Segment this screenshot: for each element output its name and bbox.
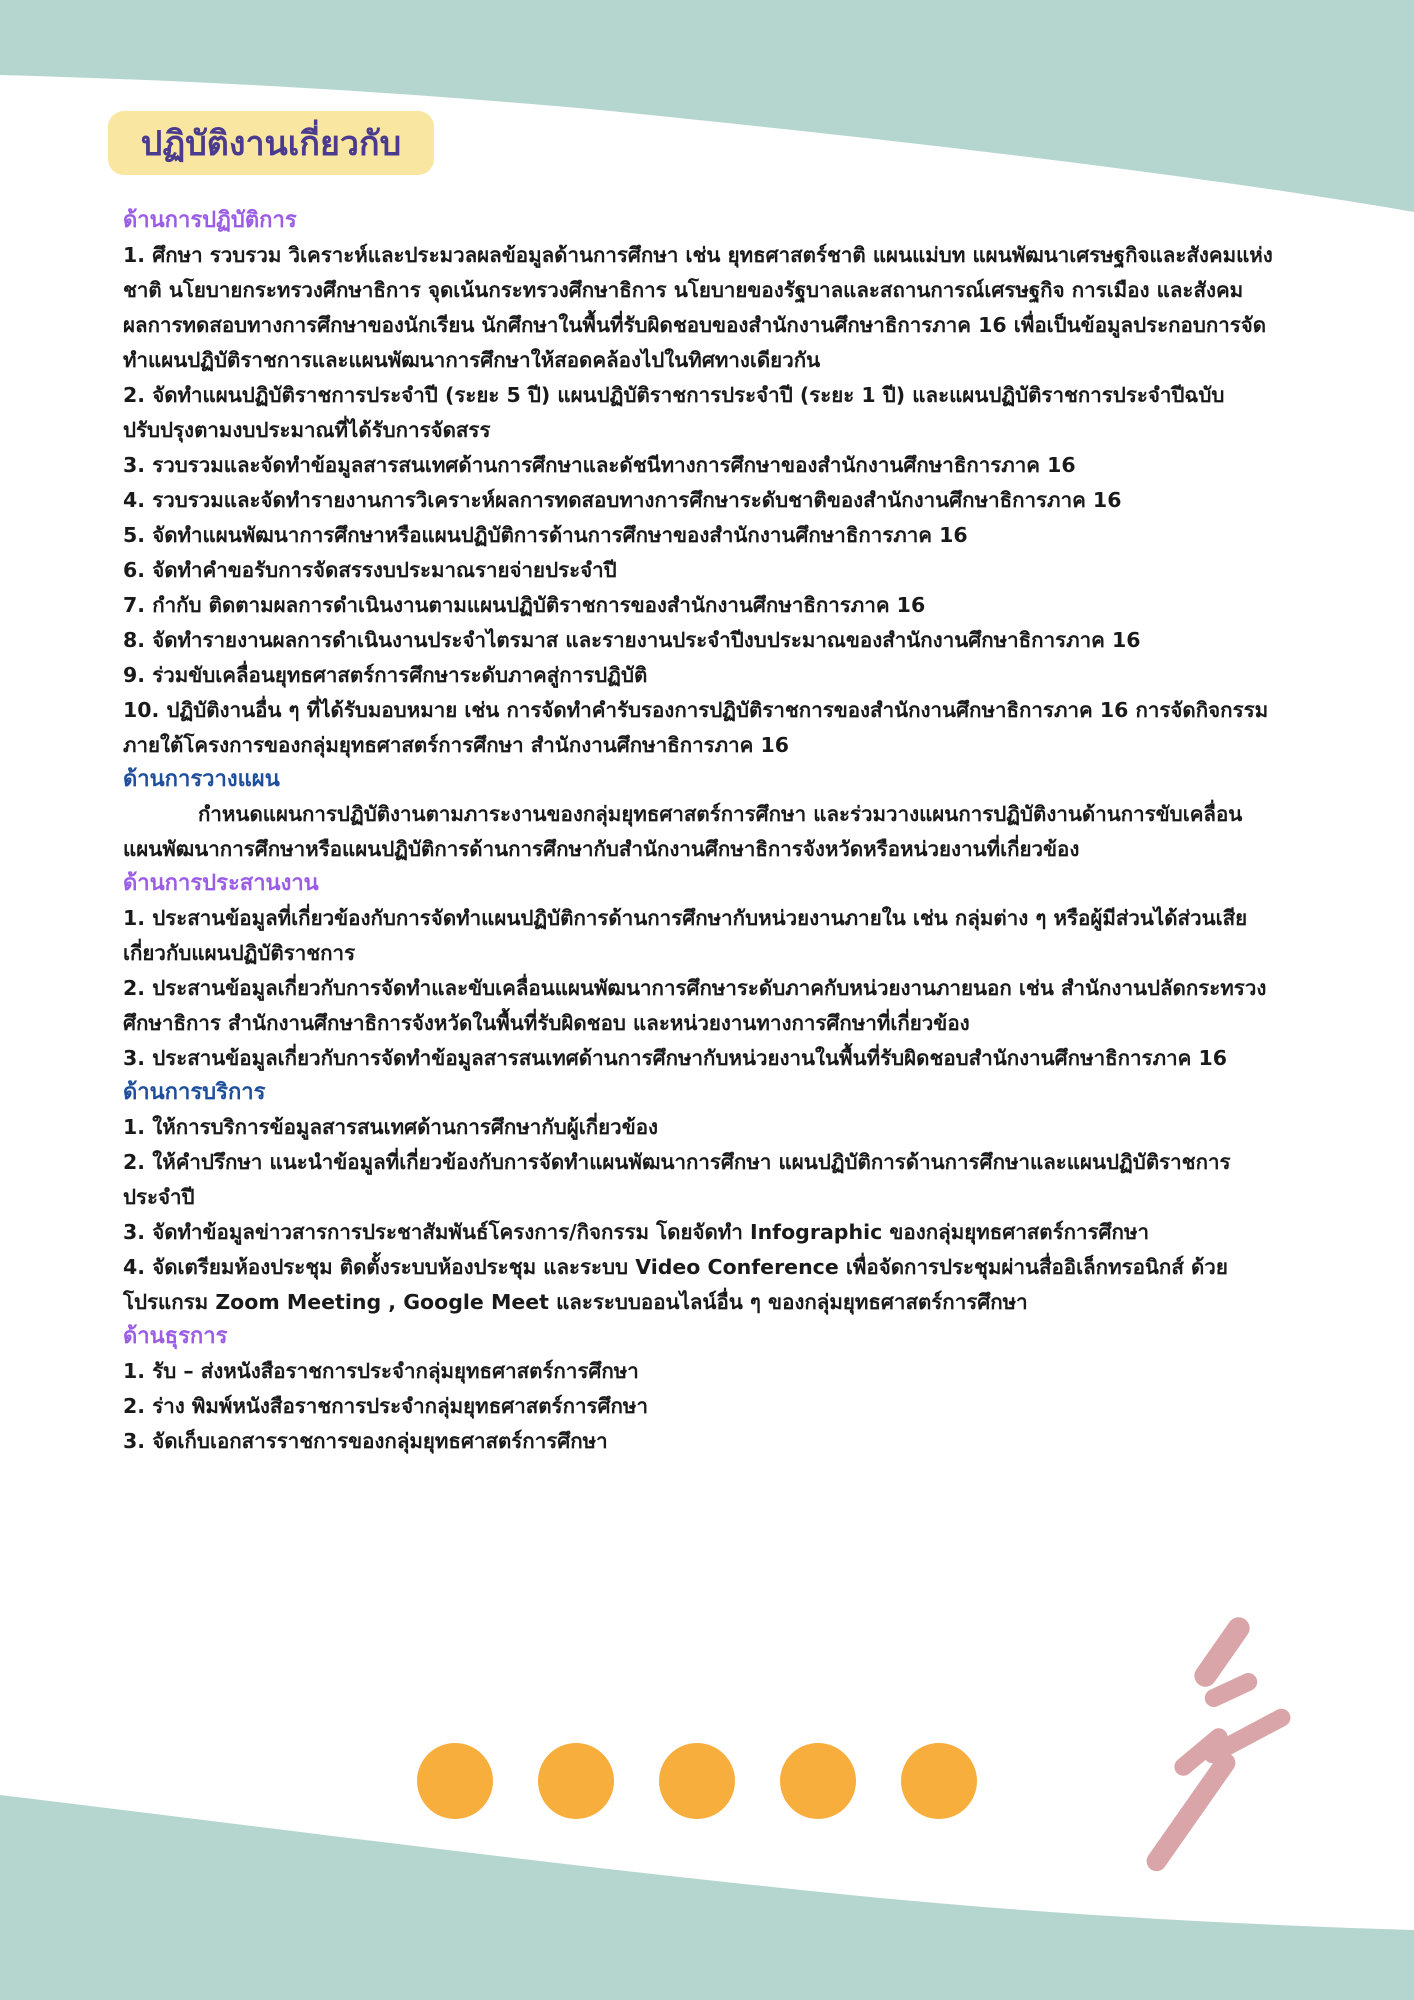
list-item: 1. รับ – ส่งหนังสือราชการประจำกลุ่มยุทธศาสตร์การศึกษา <box>123 1359 639 1383</box>
section-heading: ด้านการปฏิบัติการ <box>123 208 297 233</box>
list-item: 2. จัดทำแผนปฏิบัติราชการประจำปี (ระยะ 5 ปี) แผนปฏิบัติราชการประจำปี (ระยะ 1 ปี) และแผนปฏิบัติราชการประจำปีฉบับปรับปรุงตามงบประมาณที่ได้รับการจัดสรร <box>123 383 1225 442</box>
list-item: 7. กำกับ ติดตามผลการดำเนินงานตามแผนปฏิบัติราชการของสำนักงานศึกษาธิการภาค 16 <box>123 593 926 617</box>
list-item: 3. รวบรวมและจัดทำข้อมูลสารสนเทศด้านการศึกษาและดัชนีทางการศึกษาของสำนักงานศึกษาธิการภาค 16 <box>123 453 1076 477</box>
list-item: 8. จัดทำรายงานผลการดำเนินงานประจำไตรมาส และรายงานประจำปีงบประมาณของสำนักงานศึกษาธิการภาค 16 <box>123 628 1141 652</box>
page-title: ปฏิบัติงานเกี่ยวกับ <box>108 111 434 175</box>
brush-strokes-decor <box>1143 1613 1294 1875</box>
section-heading: ด้านการบริการ <box>123 1080 266 1105</box>
list-item: 1. ให้การบริการข้อมูลสารสนเทศด้านการศึกษากับผู้เกี่ยวข้อง <box>123 1115 659 1139</box>
content-body <box>123 204 1273 1459</box>
dot <box>538 1743 614 1819</box>
section-heading: ด้านการวางแผน <box>123 767 280 792</box>
orange-dots-decor <box>417 1743 977 1819</box>
list-item: 3. ประสานข้อมูลเกี่ยวกับการจัดทำข้อมูลสารสนเทศด้านการศึกษากับหน่วยงานในพื้นที่รับผิดชอบสำนักงานศึกษาธิการภาค 16 <box>123 1046 1227 1070</box>
list-item: 4. จัดเตรียมห้องประชุม ติดตั้งระบบห้องประชุม และระบบ Video Conference เพื่อจัดการประชุมผ่านสื่ออิเล็กทรอนิกส์ ด้วยโปรแกรม Zoom Meeting , Google Meet และระบบออนไลน์อื่น ๆ ของกลุ่มยุทธศาสตร์การศึกษา <box>123 1255 1228 1314</box>
section-heading: ด้านธุรการ <box>123 1324 228 1349</box>
dot <box>780 1743 856 1819</box>
list-item: 10. ปฏิบัติงานอื่น ๆ ที่ได้รับมอบหมาย เช่น การจัดทำคำรับรองการปฏิบัติราชการของสำนักงานศึกษาธิการภาค 16 การจัดกิจกรรมภายใต้โครงการของกลุ่มยุทธศาสตร์การศึกษา สำนักงานศึกษาธิการภาค 16 <box>123 698 1269 757</box>
list-item: 4. รวบรวมและจัดทำรายงานการวิเคราะห์ผลการทดสอบทางการศึกษาระดับชาติของสำนักงานศึกษาธิการภาค 16 <box>123 488 1122 512</box>
section-heading: ด้านการประสานงาน <box>123 871 319 896</box>
list-item: 1. ประสานข้อมูลที่เกี่ยวข้องกับการจัดทำแผนปฏิบัติการด้านการศึกษากับหน่วยงานภายใน เช่น กลุ่มต่าง ๆ หรือผู้มีส่วนได้ส่วนเสียเกี่ยวกับแผนปฏิบัติราชการ <box>123 906 1248 965</box>
list-item: 2. ร่าง พิมพ์หนังสือราชการประจำกลุ่มยุทธศาสตร์การศึกษา <box>123 1394 648 1418</box>
list-item: 5. จัดทำแผนพัฒนาการศึกษาหรือแผนปฏิบัติการด้านการศึกษาของสำนักงานศึกษาธิการภาค 16 <box>123 523 968 547</box>
list-item: 2. ให้คำปรึกษา แนะนำข้อมูลที่เกี่ยวข้องกับการจัดทำแผนพัฒนาการศึกษา แผนปฏิบัติการด้านการศึกษาและแผนปฏิบัติราชการประจำปี <box>123 1150 1231 1209</box>
list-item: 3. จัดเก็บเอกสารราชการของกลุ่มยุทธศาสตร์การศึกษา <box>123 1429 608 1453</box>
dot <box>417 1743 493 1819</box>
list-item: 3. จัดทำข้อมูลข่าวสารการประชาสัมพันธ์โครงการ/กิจกรรม โดยจัดทำ Infographic ของกลุ่มยุทธศาสตร์การศึกษา <box>123 1220 1149 1244</box>
dot <box>659 1743 735 1819</box>
dot <box>901 1743 977 1819</box>
list-item: 1. ศึกษา รวบรวม วิเคราะห์และประมวลผลข้อมูลด้านการศึกษา เช่น ยุทธศาสตร์ชาติ แผนแม่บท แผนพัฒนาเศรษฐกิจและสังคมแห่งชาติ นโยบายกระทรวงศึกษาธิการ จุดเน้นกระทรวงศึกษาธิการ นโยบายของรัฐบาลและสถานการณ์เศรษฐกิจ การเมือง และสังคม ผลการทดสอบทางการศึกษาของนักเรียน นักศึกษาในพื้นที่รับผิดชอบของสำนักงานศึกษาธิการภาค 16 เพื่อเป็นข้อมูลประกอบการจัดทำแผนปฏิบัติราชการและแผนพัฒนาการศึกษาให้สอดคล้องไปในทิศทางเดียวกัน <box>123 243 1273 372</box>
top-band-shape <box>0 0 1414 212</box>
bottom-band-shape <box>0 1795 1414 2000</box>
list-item: 6. จัดทำคำขอรับการจัดสรรงบประมาณรายจ่ายประจำปี <box>123 558 617 582</box>
list-item: 2. ประสานข้อมูลเกี่ยวกับการจัดทำและขับเคลื่อนแผนพัฒนาการศึกษาระดับภาคกับหน่วยงานภายนอก เช่น สำนักงานปลัดกระทรวงศึกษาธิการ สำนักงานศึกษาธิการจังหวัดในพื้นที่รับผิดชอบ และหน่วยงานทางการศึกษาที่เกี่ยวข้อง <box>123 976 1267 1035</box>
list-item: กำหนดแผนการปฏิบัติงานตามภาระงานของกลุ่มยุทธศาสตร์การศึกษา และร่วมวางแผนการปฏิบัติงานด้านการขับเคลื่อนแผนพัฒนาการศึกษาหรือแผนปฏิบัติการด้านการศึกษากับสำนักงานศึกษาธิการจังหวัดหรือหน่วยงานที่เกี่ยวข้อง <box>123 802 1243 861</box>
list-item: 9. ร่วมขับเคลื่อนยุทธศาสตร์การศึกษาระดับภาคสู่การปฏิบัติ <box>123 663 648 687</box>
